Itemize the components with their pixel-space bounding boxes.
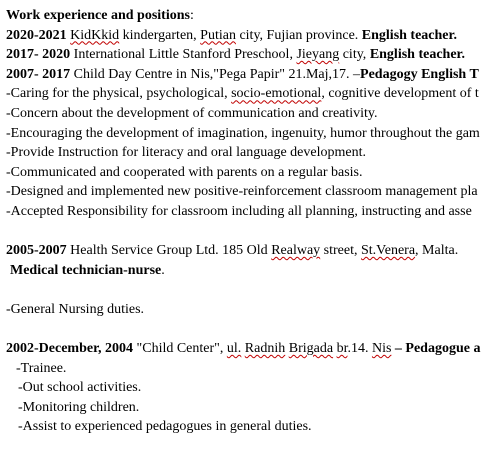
job-location-rest: street, bbox=[320, 243, 361, 259]
section-heading-colon: : bbox=[189, 8, 194, 23]
job-location-rest: ,"Pega Papir" 21.Maj,17. – bbox=[209, 66, 361, 82]
duty-text: -Monitoring children. bbox=[18, 399, 140, 415]
street-word: Brigada bbox=[288, 341, 334, 357]
job-location-rest: city, bbox=[339, 47, 370, 63]
duty-line bbox=[6, 378, 503, 398]
job-years: 2017- 2020 bbox=[6, 47, 71, 63]
job-city: Nis bbox=[190, 66, 210, 82]
job-role: English teacher. bbox=[369, 47, 465, 63]
duty-line bbox=[6, 143, 503, 163]
job-place: kindergarten, bbox=[119, 27, 201, 43]
resume-document bbox=[6, 6, 503, 437]
duty-text: -Encouraging the development of imagination, ingenuity, humor throughout the gam bbox=[6, 125, 480, 141]
duty-text: -General Nursing duties. bbox=[6, 301, 145, 317]
job-town: St.Venera bbox=[361, 243, 416, 259]
spacer bbox=[6, 280, 503, 300]
duty-text: -Assist to experienced pedagogues in general duties. bbox=[18, 419, 312, 435]
street-word: Radnih bbox=[244, 341, 286, 357]
section-heading bbox=[6, 6, 503, 26]
job-location-rest: .14. bbox=[347, 341, 372, 357]
job-role: English teacher. bbox=[361, 27, 457, 43]
job-years: 2007- 2017 bbox=[6, 66, 71, 82]
spacer bbox=[6, 320, 503, 340]
duty-text: -Trainee. bbox=[16, 360, 67, 376]
spacer bbox=[6, 222, 503, 242]
job-role: Pedagogy English T bbox=[360, 66, 479, 82]
job-place: "Child Center", bbox=[133, 341, 227, 357]
duty-text: -Out school activities. bbox=[18, 380, 142, 396]
duty-line bbox=[6, 300, 503, 320]
job-dash: – bbox=[391, 341, 406, 357]
job-entry-kidkkid bbox=[6, 26, 503, 46]
job-entry-stanford bbox=[6, 45, 503, 65]
job-place: Child Day Centre in bbox=[70, 66, 191, 82]
duty-line bbox=[6, 182, 503, 202]
employer-name: KidKkid bbox=[70, 27, 120, 43]
street-name: Realway bbox=[271, 243, 321, 259]
job-years: 2002-December, 2004 bbox=[6, 341, 134, 357]
duty-line bbox=[6, 124, 503, 144]
duty-text: -Concern about the development of communication and creativity. bbox=[6, 105, 378, 121]
duty-text: -Communicated and cooperated with parents on a regular basis. bbox=[6, 164, 363, 180]
section-heading-title: Work experience and positions bbox=[6, 8, 190, 23]
job-location-end: , Malta. bbox=[415, 243, 459, 259]
job-city: Nis bbox=[371, 341, 392, 357]
duty-text: -Accepted Responsibility for classroom including all planning, instructing and asse bbox=[6, 203, 472, 219]
duty-line bbox=[6, 398, 503, 418]
job-location-rest: city, Fujian province. bbox=[235, 27, 362, 43]
job-city: Putian bbox=[200, 27, 236, 43]
job-entry-health-service bbox=[6, 241, 503, 261]
duty-line bbox=[6, 163, 503, 183]
job-role: Pedagogue a bbox=[405, 341, 481, 357]
duty-text-end: , cognitive development of t bbox=[321, 86, 479, 102]
job-entry-day-centre bbox=[6, 65, 503, 85]
duty-line bbox=[6, 202, 503, 222]
job-place: Health Service Group Ltd. 185 Old bbox=[66, 243, 272, 259]
job-entry-child-center bbox=[6, 339, 503, 359]
duty-line bbox=[6, 104, 503, 124]
job-place: International Little Stanford Preschool, bbox=[70, 47, 297, 63]
job-role: Medical technician-nurse bbox=[10, 262, 162, 278]
job-role-line bbox=[6, 261, 503, 281]
duty-line bbox=[6, 84, 503, 104]
duty-text: -Designed and implemented new positive-reinforcement classroom management pla bbox=[6, 184, 478, 200]
job-years: 2020-2021 bbox=[6, 27, 67, 43]
duty-line bbox=[6, 417, 503, 437]
duty-text-flagged: socio-emotional bbox=[231, 86, 322, 102]
street-prefix: ul. bbox=[226, 341, 242, 357]
street-word: br bbox=[336, 341, 348, 357]
job-role-end: . bbox=[161, 262, 165, 278]
job-years: 2005-2007 bbox=[6, 243, 67, 259]
duty-text: -Provide Instruction for literacy and oral language development. bbox=[6, 145, 366, 161]
duty-text: -Caring for the physical, psychological, bbox=[6, 86, 232, 102]
duty-line bbox=[6, 359, 503, 379]
job-city: Jieyang bbox=[296, 47, 340, 63]
